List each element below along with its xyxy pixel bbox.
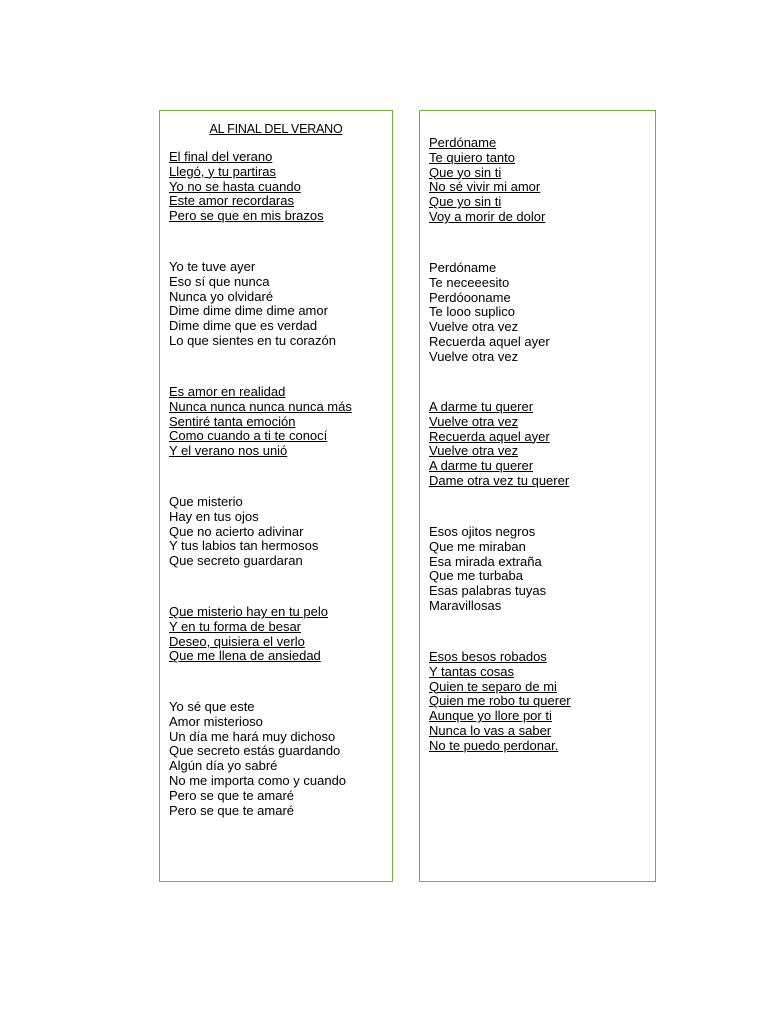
lyric-line: Deseo, quisiera el verlo [169,633,305,649]
lyric-line: Vuelve otra vez [429,319,519,335]
lyric-line: Nunca nunca nunca nunca más [169,398,352,414]
lyric-line: Dime dime dime dime amor [169,303,328,319]
lyric-line: Y tantas cosas [429,663,515,679]
stanza [429,261,550,365]
stanza [169,260,336,349]
lyric-line: Pero se que te amaré [169,787,295,803]
lyric-line: Y en tu forma de besar [169,618,302,634]
stanza [169,700,346,818]
stanza [429,525,546,614]
lyric-line: Que me llena de ansiedad [169,648,321,664]
lyric-line: Te neceeesito [429,274,510,290]
lyric-line: Que yo sin ti [429,164,502,180]
lyric-line: Que yo sin ti [429,194,502,210]
lyric-line: Que me miraban [429,538,526,554]
lyric-line: Vuelve otra vez [429,413,519,429]
stanza [429,650,571,754]
lyric-line: Esos ojitos negros [429,524,536,539]
lyric-line: Algún día yo sabré [169,758,278,774]
stanza [169,605,328,664]
stanza [169,495,318,569]
lyric-line: Perdóname [429,135,497,150]
lyric-line: Que me turbaba [429,568,523,584]
lyric-line: Maravillosas [429,597,502,613]
lyric-line: El final del verano [169,149,273,164]
lyric-line: Que misterio hay en tu pelo [169,604,328,619]
lyric-line: Amor misterioso [169,713,263,729]
lyric-line: Yo te tuve ayer [169,259,256,274]
lyric-line: Nunca lo vas a saber [429,722,552,738]
lyric-line: Esa mirada extraña [429,553,542,569]
lyric-line: Este amor recordaras [169,193,294,209]
lyric-line: Que secreto estás guardando [169,743,341,759]
lyric-line: A darme tu querer [429,458,534,474]
lyric-line: Perdóname [429,260,497,275]
lyric-line: Yo sé que este [169,699,255,714]
lyric-line: Quien me robo tu querer [429,693,571,709]
lyric-line: Recuerda aquel ayer [429,333,550,349]
lyric-line: Eso sí que nunca [169,273,270,289]
lyric-line: Que secreto guardaran [169,553,303,569]
lyric-line: A darme tu querer [429,399,534,414]
stanza [169,150,324,224]
song-title: AL FINAL DEL VERANO [209,122,343,136]
lyrics-column-left [159,110,393,882]
lyric-line: Hay en tus ojos [169,508,259,524]
lyric-line: Pero se que te amaré [169,802,295,818]
lyric-line: Que misterio [169,494,243,509]
lyric-line: Es amor en realidad [169,384,286,399]
lyric-line: Aunque yo llore por ti [429,708,552,724]
lyrics-column-right [419,110,656,882]
lyric-line: Lo que sientes en tu corazón [169,332,336,348]
lyric-line: Y tus labios tan hermosos [169,538,319,554]
lyric-line: Yo no se hasta cuando [169,178,301,194]
lyric-line: Pero se que en mis brazos [169,208,324,224]
lyric-line: Sentiré tanta emoción [169,413,296,429]
lyric-line: Llegó, y tu partiras [169,163,276,179]
lyric-line: Nunca yo olvidaré [169,288,274,304]
lyric-line: No sé vivir mi amor [429,179,541,195]
lyric-line: Que no acierto adivinar [169,523,304,539]
lyric-line: Te quiero tanto [429,149,516,165]
lyric-line: Dame otra vez tu querer [429,472,570,488]
lyric-line: Vuelve otra vez [429,348,519,364]
lyric-line: Esos besos robados [429,649,547,664]
lyric-line: Recuerda aquel ayer [429,428,550,444]
stanza [429,136,545,225]
lyric-line: Te looo suplico [429,304,515,320]
lyric-line: Perdóooname [429,289,511,305]
lyric-line: Vuelve otra vez [429,443,519,459]
lyric-line: Dime dime que es verdad [169,318,318,334]
lyric-line: Voy a morir de dolor [429,208,546,224]
lyric-line: Un día me hará muy dichoso [169,728,336,744]
lyric-line: Y el verano nos unió [169,443,288,459]
lyric-line: No te puedo perdonar. [429,737,559,753]
lyric-line: Esas palabras tuyas [429,583,547,599]
lyric-line: Como cuando a ti te conocí [169,428,328,444]
lyric-line: Quien te separo de mi [429,678,557,694]
lyric-line: No me importa como y cuando [169,772,347,788]
stanza [169,385,352,459]
stanza [429,400,569,489]
